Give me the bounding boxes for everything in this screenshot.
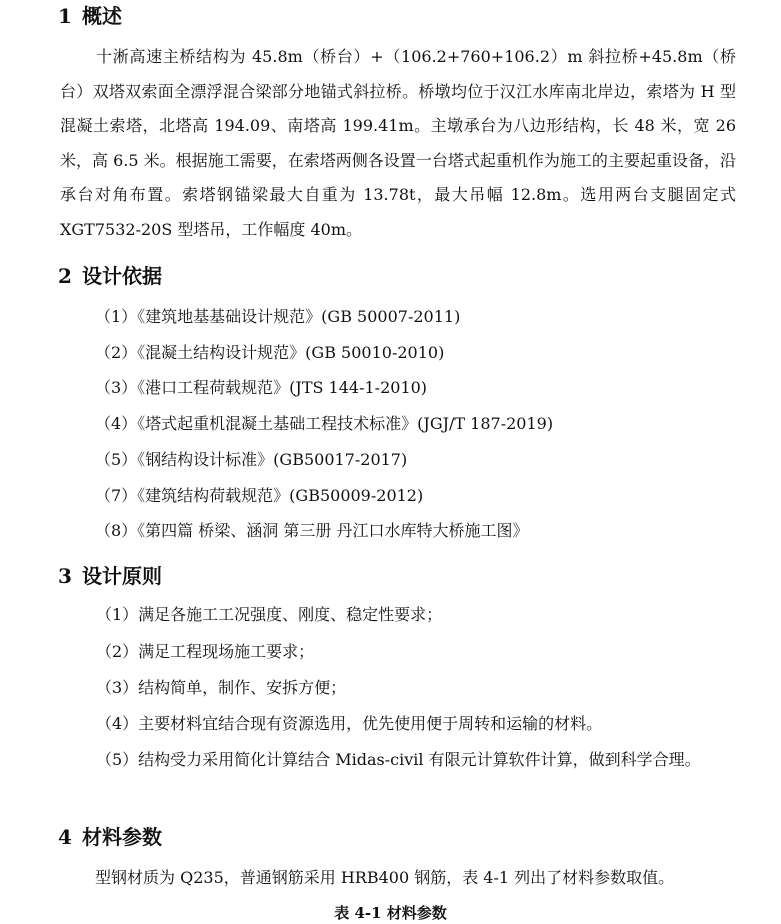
section-4-heading: [58, 824, 162, 850]
section-1-paragraph: 十淅高速主桥结构为 45.8m（桥台）+（106.2+760+106.2）m 斜拉桥+45.8m（桥台）双塔双索面全漂浮混合梁部分地锚式斜拉桥。桥墩均位于汉江水库南北岸边，索塔为 H 型混凝土索塔，北塔高 194.09、南塔高 199.41m。主墩承台为八边形结构，长 48 米，宽 26 米，高 6.5 米。根据施工需要，在索塔两侧各设置一台塔式起重机作为施工的主要起重设备，沿承台对角布置。索塔钢锚梁最大自重为 13.78t，最大吊幅 12.8m。选用两台支腿固定式 XGT7532-20S 型塔吊，工作幅度 40m。: [60, 47, 736, 239]
reference-item: （8）《第四篇 桥梁、涵洞 第三册 丹江口水库特大桥施工图》: [95, 521, 529, 540]
principle-item: （2）满足工程现场施工要求；: [96, 642, 315, 661]
reference-item: （4）《塔式起重机混凝土基础工程技术标准》(JGJ/T 187-2019): [95, 414, 554, 433]
section-3-title: 设计原则: [82, 564, 162, 588]
section-1-heading: [58, 3, 122, 29]
reference-item: （1）《建筑地基基础设计规范》(GB 50007-2011): [95, 307, 461, 326]
principle-item: （3）结构简单，制作、安拆方便；: [96, 678, 347, 697]
section-2-heading: [58, 263, 162, 289]
section-2-number: 2: [58, 264, 72, 288]
principle-item-wrapped: （5）结构受力采用简化计算结合 Midas-civil 有限元计算软件计算，做到科学合理。: [96, 750, 701, 769]
reference-item: （5）《钢结构设计标准》(GB50017-2017): [95, 450, 408, 469]
principle-item: （4）主要材料宜结合现有资源选用，优先使用便于周转和运输的材料。: [96, 714, 603, 733]
principle-item: （1）满足各施工工况强度、刚度、稳定性要求；: [96, 605, 443, 624]
section-4-number: 4: [58, 825, 72, 849]
reference-item: （3）《港口工程荷载规范》(JTS 144-1-2010): [95, 378, 428, 397]
section-4-title: 材料参数: [82, 825, 162, 849]
reference-item: （2）《混凝土结构设计规范》(GB 50010-2010): [95, 343, 445, 362]
section-1-number: 1: [58, 4, 72, 28]
reference-item: （7）《建筑结构荷载规范》(GB50009-2012): [95, 486, 424, 505]
table-caption: 表 4-1 材料参数: [334, 904, 447, 922]
section-3-heading: [58, 563, 162, 589]
section-2-title: 设计依据: [82, 264, 162, 288]
section-3-number: 3: [58, 564, 72, 588]
section-4-paragraph: 型钢材质为 Q235，普通钢筋采用 HRB400 钢筋，表 4-1 列出了材料参数取值。: [95, 868, 675, 887]
section-1-title: 概述: [82, 4, 122, 28]
